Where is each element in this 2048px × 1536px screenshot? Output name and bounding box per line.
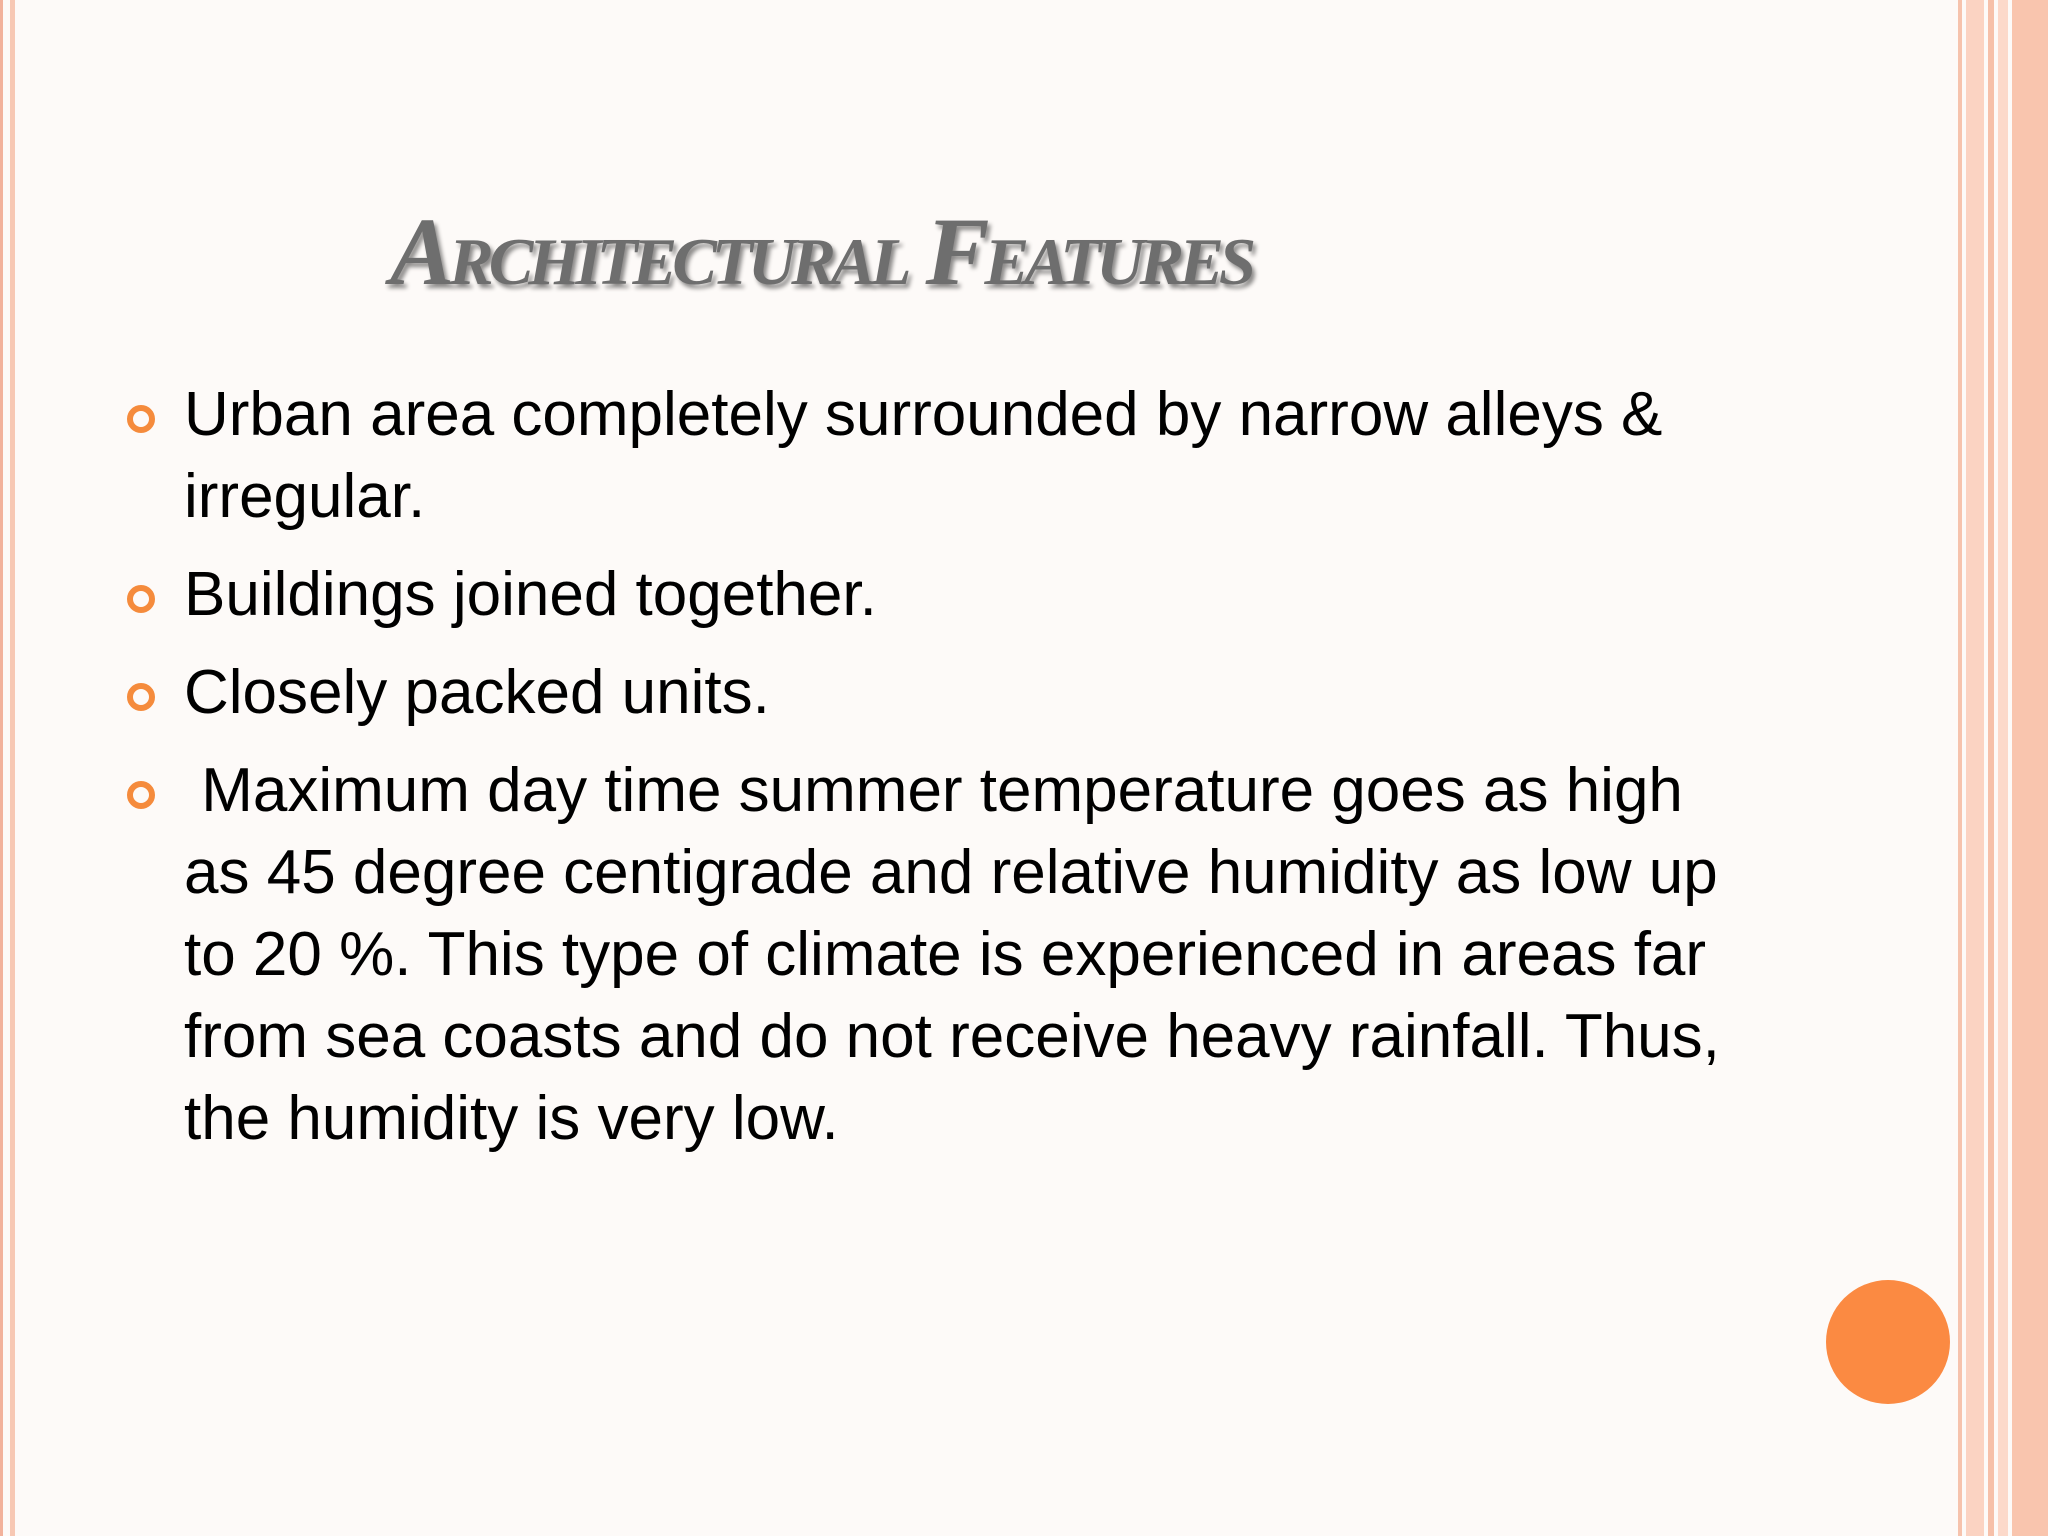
list-item — [124, 750, 1738, 1160]
bullet-text: Urban area completely surrounded by narrow alleys & irregular. — [184, 380, 1663, 531]
right-stripe — [1966, 0, 1984, 1536]
bullet-text: Buildings joined together. — [184, 560, 877, 629]
right-stripe — [1958, 0, 1962, 1536]
ring-bullet-icon — [127, 683, 155, 711]
right-stripe — [1988, 0, 1994, 1536]
right-stripe — [2012, 0, 2048, 1536]
bullet-text: Maximum day time summer temperature goes as high as 45 degree centigrade and relative humidity as low up to 20 %. This type of climate is experienced in areas far from sea coasts and do not receive heavy rainfall. Thus, the humidity is very low. — [184, 756, 1738, 1153]
right-border-stripes — [1958, 0, 2048, 1536]
bullet-text: Closely packed units. — [184, 658, 770, 727]
slide-title: Architectural Features — [390, 198, 1252, 305]
right-stripe — [1998, 0, 2008, 1536]
bullet-list — [124, 374, 1738, 1176]
list-item — [124, 374, 1724, 538]
left-border-stripe — [10, 0, 15, 1536]
ring-bullet-icon — [127, 781, 155, 809]
ring-bullet-icon — [127, 585, 155, 613]
list-item — [124, 554, 1724, 636]
orange-circle-decoration — [1826, 1280, 1950, 1404]
left-border-line — [0, 0, 3, 1536]
list-item — [124, 652, 1724, 734]
ring-bullet-icon — [127, 405, 155, 433]
